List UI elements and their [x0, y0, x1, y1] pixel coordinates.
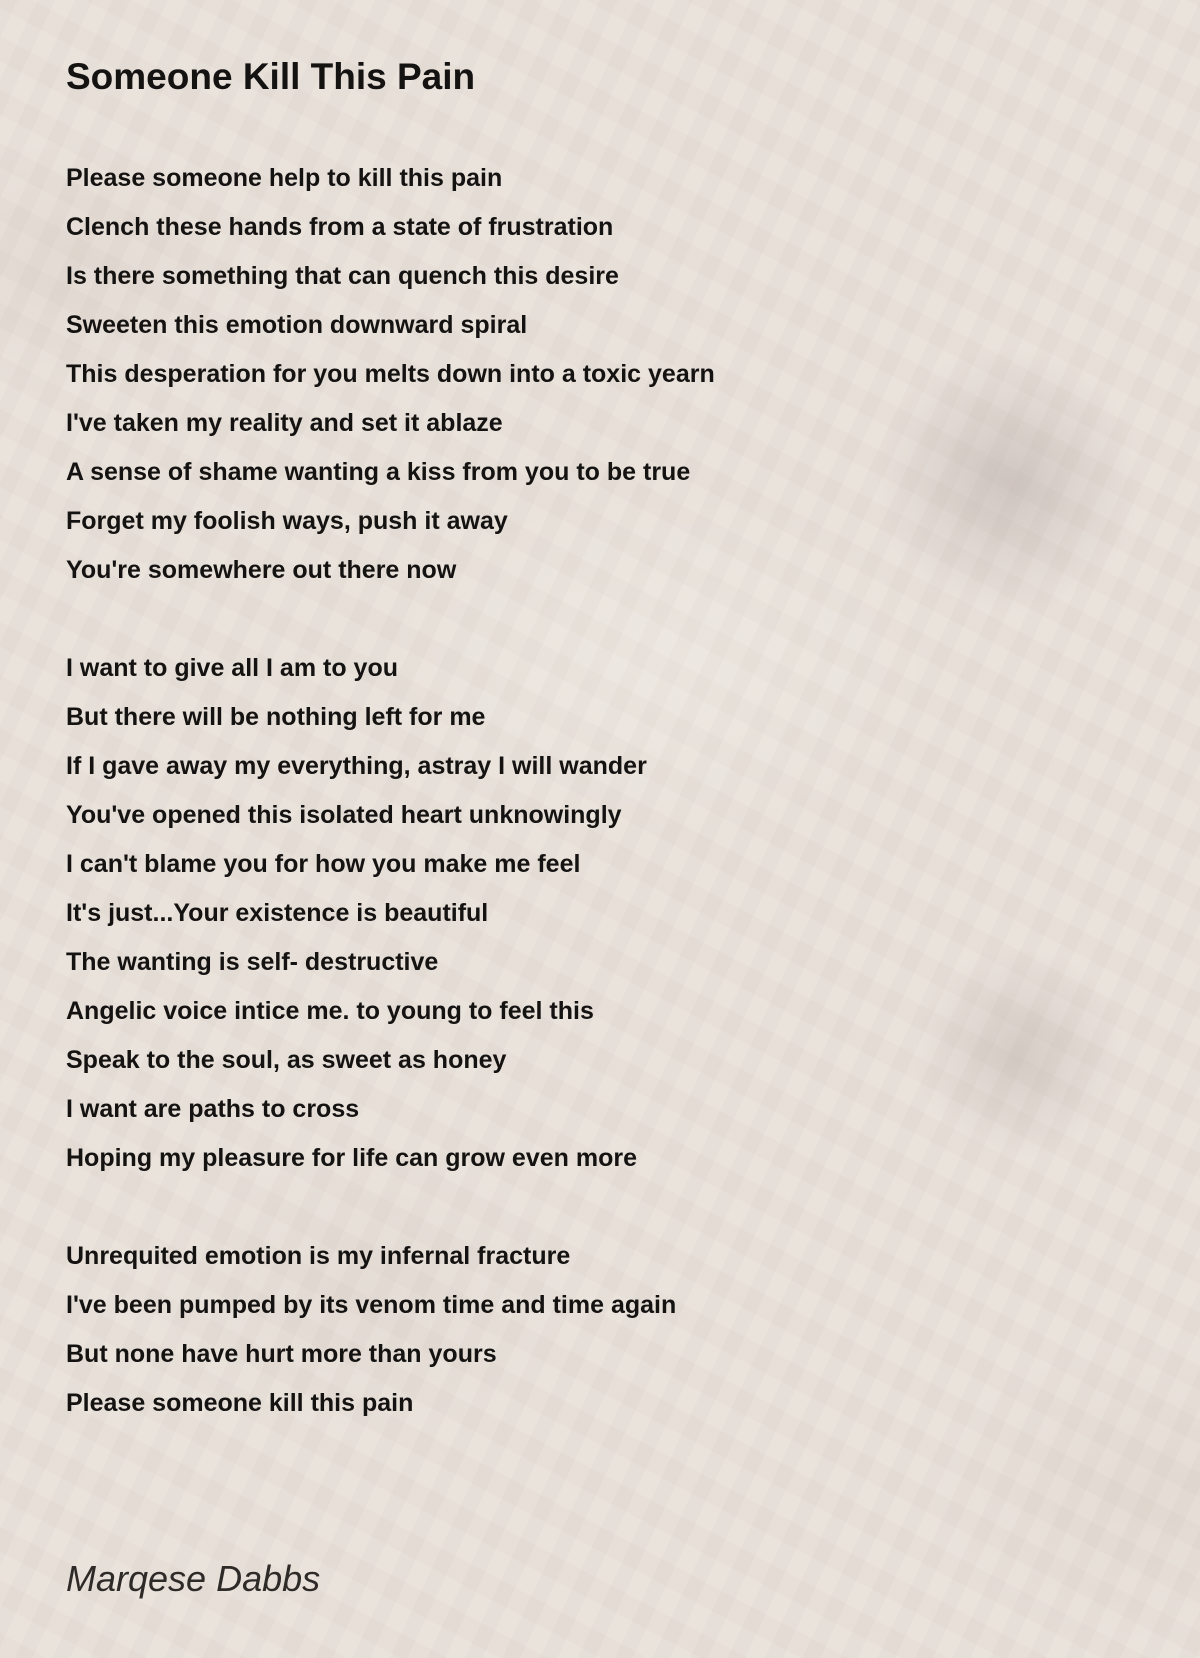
poem-line: But none have hurt more than yours	[66, 1340, 497, 1369]
poem-line: Is there something that can quench this desire	[66, 262, 619, 291]
poem-line: Clench these hands from a state of frustration	[66, 213, 614, 242]
poem-line: Angelic voice intice me. to young to feel this	[66, 997, 594, 1026]
poem-line: Hoping my pleasure for life can grow even more	[66, 1144, 637, 1173]
stanza-3	[66, 1232, 1140, 1428]
poem-line: I've been pumped by its venom time and time again	[66, 1291, 677, 1320]
poem-line: Forget my foolish ways, push it away	[66, 507, 508, 536]
poem-line: The wanting is self- destructive	[66, 948, 439, 977]
poem-line: Unrequited emotion is my infernal fracture	[66, 1242, 571, 1271]
poem-line: It's just...Your existence is beautiful	[66, 899, 489, 928]
poem-line: Please someone kill this pain	[66, 1389, 414, 1418]
poem-line: Please someone help to kill this pain	[66, 164, 503, 193]
poem-line: This desperation for you melts down into a toxic yearn	[66, 360, 715, 389]
poem-line: I want are paths to cross	[66, 1095, 360, 1124]
poem-line: But there will be nothing left for me	[66, 703, 486, 732]
stanza-2	[66, 644, 1140, 1183]
poem-line: Sweeten this emotion downward spiral	[66, 311, 528, 340]
poem-line: A sense of shame wanting a kiss from you to be true	[66, 458, 691, 487]
poem-line: I want to give all I am to you	[66, 654, 398, 683]
poem-line: I can't blame you for how you make me feel	[66, 850, 581, 879]
poem-line: If I gave away my everything, astray I will wander	[66, 752, 647, 781]
poem-line: You've opened this isolated heart unknowingly	[66, 801, 622, 830]
poem-author: Marqese Dabbs	[66, 1558, 321, 1600]
poem-line: You're somewhere out there now	[66, 556, 457, 585]
poem-line: Speak to the soul, as sweet as honey	[66, 1046, 507, 1075]
stanza-1	[66, 154, 1140, 595]
poem-title: Someone Kill This Pain	[66, 56, 476, 97]
poem-line: I've taken my reality and set it ablaze	[66, 409, 503, 438]
